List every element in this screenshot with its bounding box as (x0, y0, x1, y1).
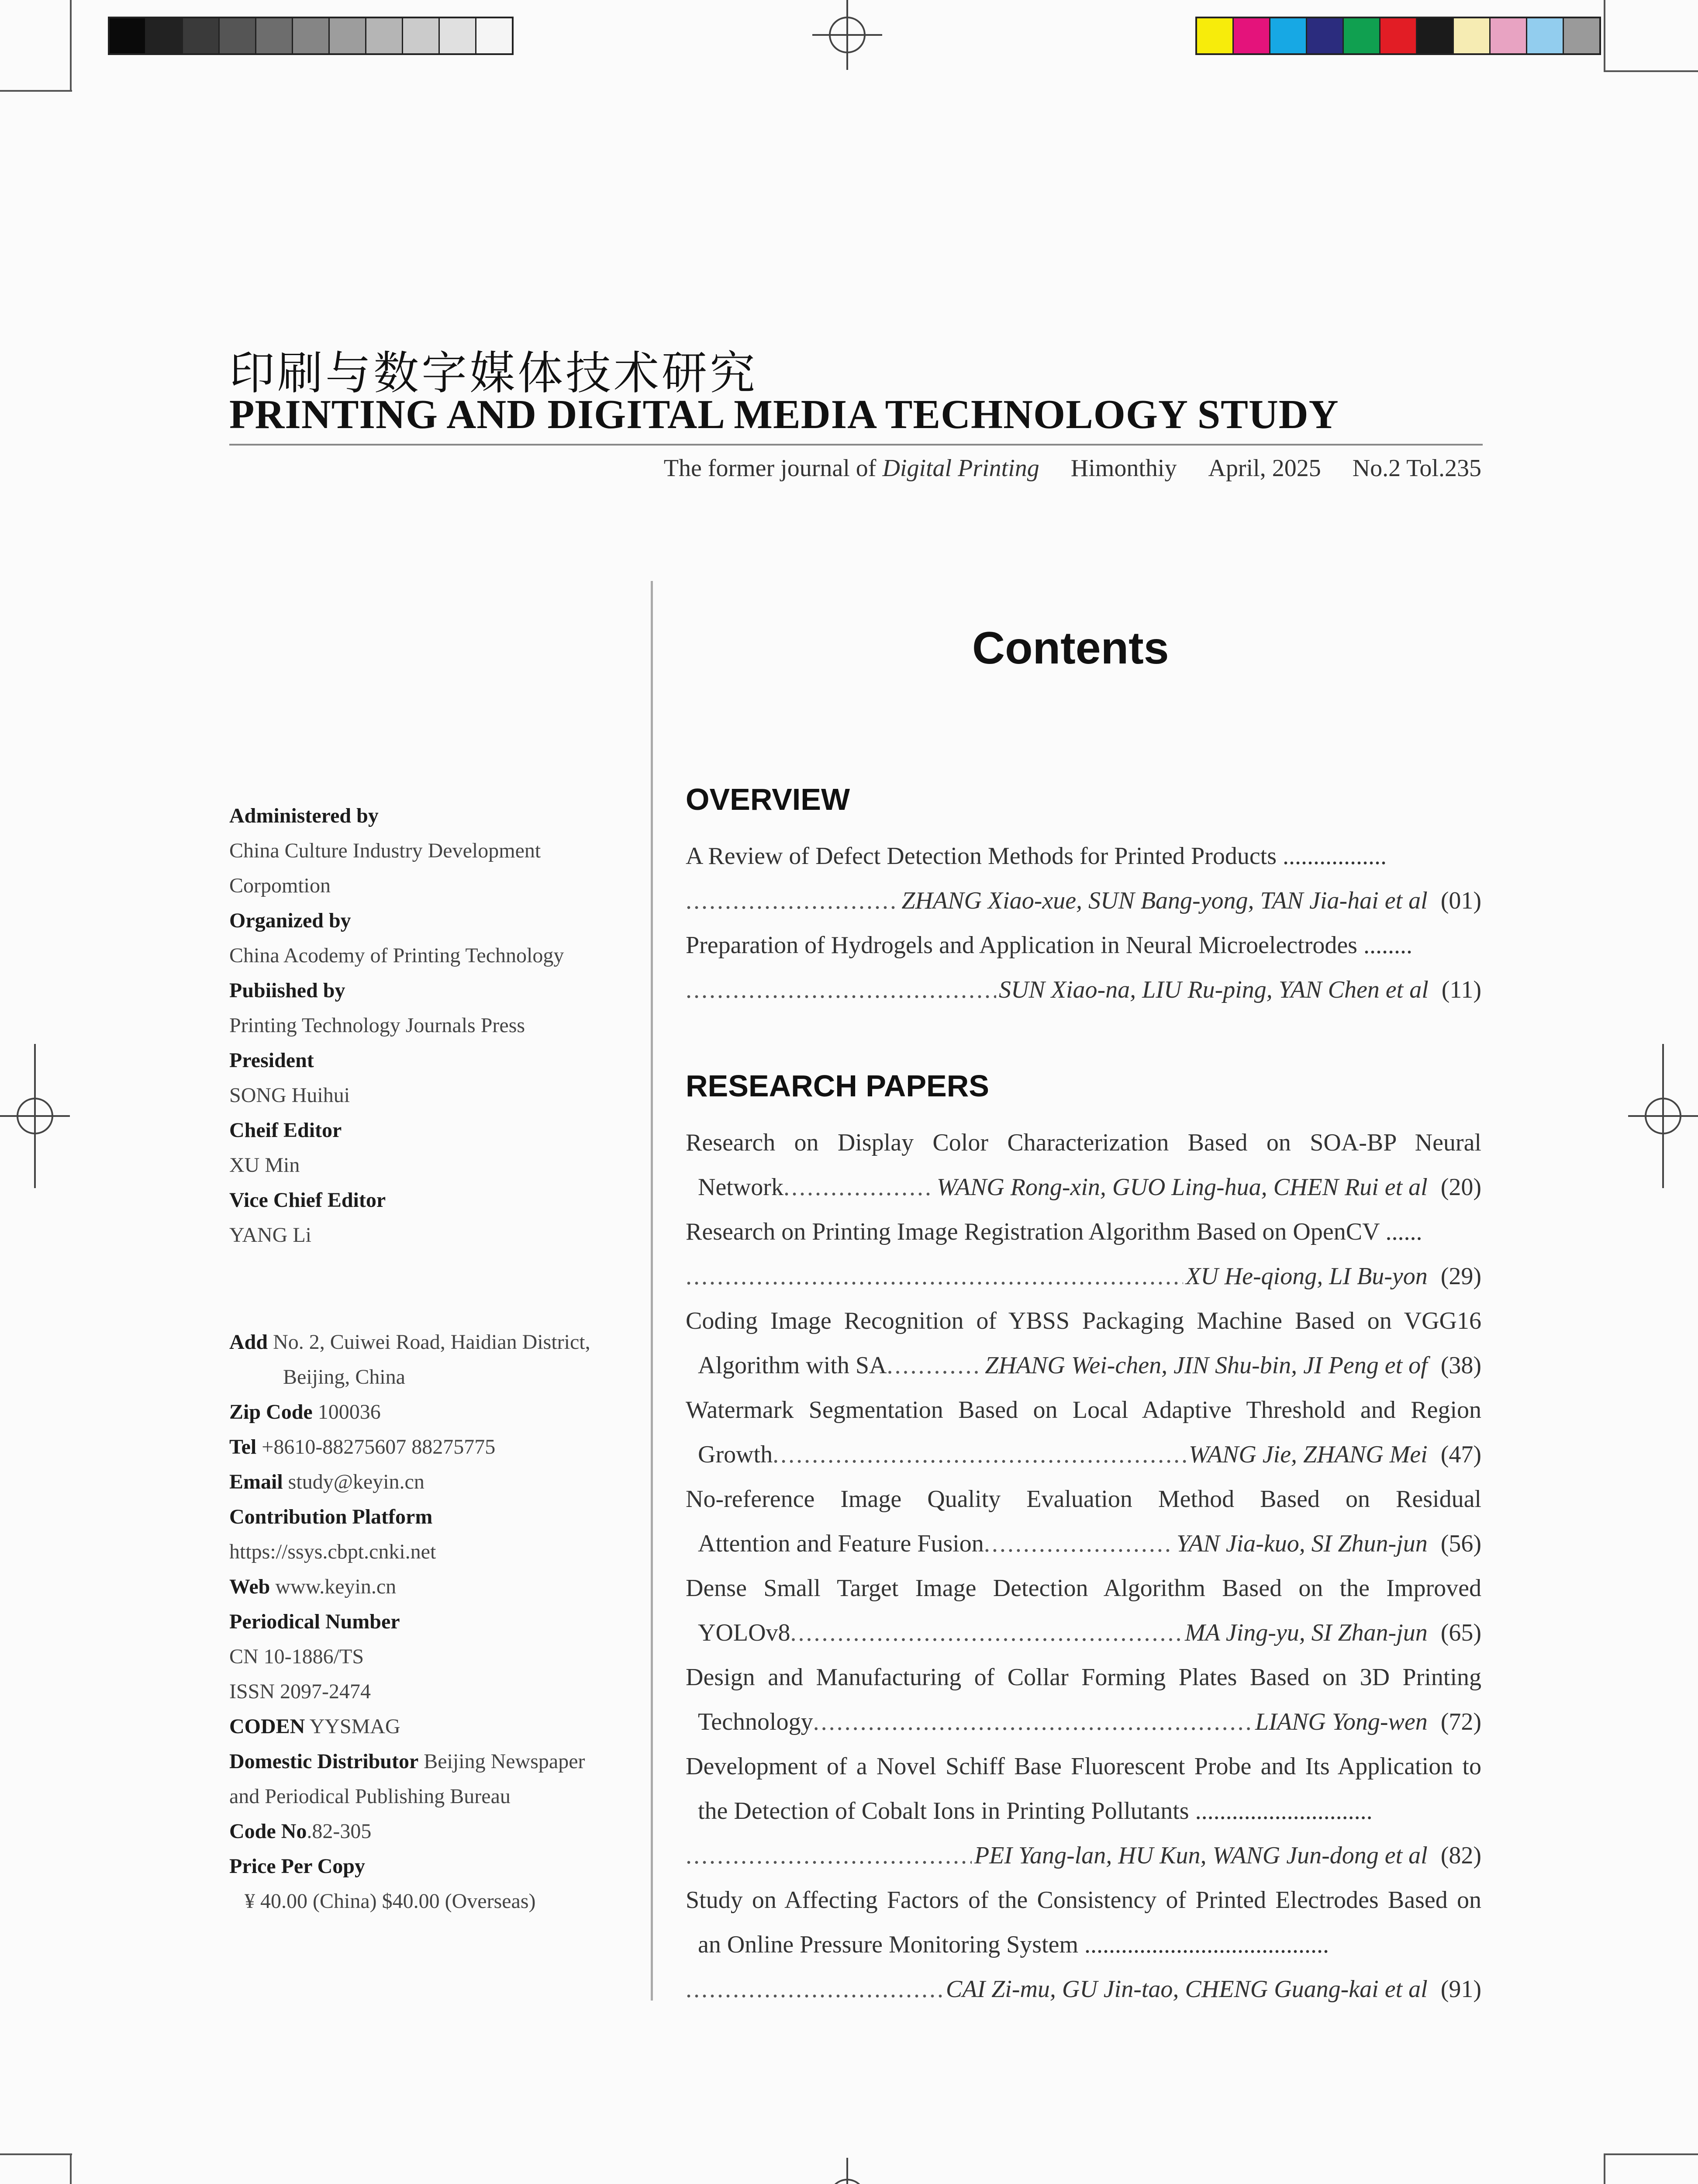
president-value: SONG Huihui (229, 1084, 350, 1107)
organized-label: Organized by (229, 909, 351, 932)
toc-entry-page: (47) (1440, 1441, 1481, 1468)
website (229, 1575, 396, 1599)
issue-info-line (664, 454, 1481, 482)
domestic-distributor (229, 1749, 585, 1773)
telephone (229, 1435, 495, 1459)
toc-entry-title-continuation: Technology (698, 1708, 813, 1735)
contribution-platform-value: https://ssys.cbpt.cnki.net (229, 1540, 436, 1563)
toc-entry-authors: ZHANG Wei-chen, JIN Shu-bin, JI Peng et of (985, 1352, 1428, 1379)
gray-swatch (293, 18, 330, 53)
color-swatch (1344, 18, 1380, 53)
gray-swatch (330, 18, 366, 53)
toc-entry-author-line (698, 1619, 1481, 1647)
color-swatch (1307, 18, 1344, 53)
toc-entry-author-line (686, 1262, 1481, 1290)
toc-entry-author-line (698, 1441, 1481, 1469)
toc-entry-page: (65) (1440, 1619, 1481, 1646)
coden-label: CODEN (229, 1715, 305, 1738)
domestic-distributor-value-cont: and Periodical Publishing Bureau (229, 1785, 511, 1808)
organized-value: China Acodemy of Printing Technology (229, 944, 564, 967)
toc-entry-author-line (698, 1351, 1481, 1379)
color-swatch (1270, 18, 1307, 53)
toc-entry-authors: WANG Jie, ZHANG Mei (1189, 1441, 1428, 1468)
toc-entry-title-continuation: Growth (698, 1441, 773, 1468)
toc-entry-title-continuation: YOLOv8 (698, 1619, 790, 1646)
contribution-platform-label: Contribution Platform (229, 1505, 433, 1528)
code-number (229, 1819, 371, 1843)
toc-entry-page: (91) (1440, 1976, 1481, 2003)
gray-swatch (183, 18, 220, 53)
journal-chinese-title: 印刷与数字媒体技术研究 (229, 346, 758, 400)
column-divider (651, 581, 653, 2001)
toc-entry-title: Watermark Segmentation Based on Local Adaptive Threshold and Region (686, 1396, 1481, 1424)
telephone-value: +8610-88275607 88275775 (262, 1435, 496, 1458)
section-heading-overview: OVERVIEW (686, 782, 850, 816)
grayscale-calibration-bar (108, 17, 514, 55)
former-journal-prefix: The former journal of (663, 455, 877, 482)
color-swatch (1417, 18, 1454, 53)
toc-entry-title-continuation: Network (698, 1174, 783, 1201)
journal-english-title: PRINTING AND DIGITAL MEDIA TECHNOLOGY STUDY (229, 392, 1339, 437)
color-swatch (1197, 18, 1234, 53)
toc-entry-authors: LIANG Yong-wen (1255, 1708, 1428, 1735)
toc-entry-page: (56) (1440, 1530, 1481, 1557)
zip-code-label: Zip Code (229, 1400, 313, 1424)
telephone-label: Tel (229, 1435, 257, 1458)
toc-entry-title-continuation: Attention and Feature Fusion (698, 1530, 984, 1557)
toc-entry-authors: MA Jing-yu, SI Zhan-jun (1184, 1619, 1428, 1646)
toc-entry-authors: SUN Xiao-na, LIU Ru-ping, YAN Chen et al (998, 976, 1429, 1003)
registration-crosshair-bottom (812, 2158, 882, 2184)
color-swatch (1491, 18, 1527, 53)
vice-chief-editor-value: YANG Li (229, 1223, 311, 1247)
toc-entry-authors: WANG Rong-xin, GUO Ling-hua, CHEN Rui et al (936, 1174, 1428, 1201)
toc-entry-page: (72) (1440, 1708, 1481, 1735)
address-label: Add (229, 1330, 268, 1354)
toc-entry-authors: CAI Zi-mu, GU Jin-tao, CHENG Guang-kai et al (946, 1976, 1428, 2003)
toc-entry-authors: ZHANG Xiao-xue, SUN Bang-yong, TAN Jia-hai et al (901, 887, 1428, 914)
published-label: Pubiished by (229, 979, 345, 1002)
cn-number: CN 10-1886/TS (229, 1645, 364, 1668)
periodical-number-label: Periodical Number (229, 1610, 400, 1633)
chief-editor-value: XU Min (229, 1154, 300, 1177)
vice-chief-editor-label: Vice Chief Editor (229, 1189, 386, 1212)
toc-entry-author-line (686, 976, 1481, 1004)
administered-value: China Culture Industry Development (229, 839, 541, 862)
administered-label: Administered by (229, 804, 379, 827)
toc-entry-author-line (698, 1708, 1481, 1736)
color-swatch (1527, 18, 1564, 53)
published-value: Printing Technology Journals Press (229, 1014, 525, 1037)
email-label: Email (229, 1470, 283, 1493)
toc-entry-page: (01) (1440, 887, 1481, 914)
toc-entry-page: (20) (1440, 1174, 1481, 1201)
toc-entry-title: Coding Image Recognition of YBSS Packaging Machine Based on VGG16 (686, 1307, 1481, 1334)
coden-value: YYSMAG (309, 1715, 400, 1738)
contents-heading: Contents (972, 623, 1169, 674)
gray-swatch (220, 18, 256, 53)
gray-swatch (403, 18, 440, 53)
toc-entry-authors: PEI Yang-lan, HU Kun, WANG Jun-dong et al (974, 1842, 1428, 1869)
publication-frequency: Himonthiy (1070, 455, 1177, 482)
color-swatch (1234, 18, 1270, 53)
section-heading-research-papers: RESEARCH PAPERS (686, 1069, 989, 1103)
toc-entry-title: A Review of Defect Detection Methods for Printed Products ................. (686, 843, 1387, 870)
issue-date: April, 2025 (1208, 455, 1321, 482)
toc-entry-title: Research on Printing Image Registration Algorithm Based on OpenCV ...... (686, 1218, 1422, 1245)
coden (229, 1714, 400, 1738)
header-rule (229, 444, 1483, 446)
price-label: Price Per Copy (229, 1855, 365, 1878)
color-calibration-bar (1195, 17, 1601, 55)
former-journal-name: Digital Printing (882, 455, 1039, 482)
color-swatch (1454, 18, 1491, 53)
domestic-distributor-label: Domestic Distributor (229, 1750, 419, 1773)
toc-entry-author-line (686, 887, 1481, 915)
toc-entry-page: (29) (1440, 1263, 1481, 1290)
toc-entry-author-line (698, 1173, 1481, 1201)
price-value: ¥ 40.00 (China) $40.00 (Overseas) (245, 1890, 536, 1913)
website-label: Web (229, 1575, 270, 1598)
address-value-cont: Beijing, China (283, 1365, 405, 1389)
toc-entry-title: Development of a Novel Schiff Base Fluorescent Probe and Its Application to (686, 1753, 1481, 1780)
code-number-label: Code No (229, 1820, 307, 1843)
toc-entry-title-continuation: the Detection of Cobalt Ions in Printing Pollutants ............................. (698, 1797, 1373, 1825)
president-label: President (229, 1049, 314, 1072)
website-value: www.keyin.cn (275, 1575, 397, 1598)
registration-crosshair-left (0, 1044, 70, 1188)
gray-swatch (110, 18, 146, 53)
gray-swatch (146, 18, 183, 53)
administered-value-cont: Corpomtion (229, 874, 331, 897)
toc-entry-title: Research on Display Color Characterization Based on SOA-BP Neural (686, 1129, 1481, 1156)
color-swatch (1380, 18, 1417, 53)
toc-entry-title-continuation: an Online Pressure Monitoring System ........................................ (698, 1931, 1329, 1958)
issn-number: ISSN 2097-2474 (229, 1680, 371, 1703)
email-value: study@keyin.cn (288, 1470, 424, 1493)
toc-entry-page: (82) (1440, 1842, 1481, 1869)
issue-number: No.2 Tol.235 (1352, 455, 1481, 482)
toc-entry-authors: YAN Jia-kuo, SI Zhun-jun (1176, 1530, 1428, 1557)
registration-crosshair-right (1628, 1044, 1698, 1188)
zip-code-value: 100036 (318, 1400, 381, 1424)
toc-entry-page: (38) (1440, 1352, 1481, 1379)
toc-entry-authors: XU He-qiong, LI Bu-yon (1186, 1263, 1428, 1290)
chief-editor-label: Cheif Editor (229, 1119, 342, 1142)
gray-swatch (366, 18, 403, 53)
domestic-distributor-value: Beijing Newspaper (424, 1750, 585, 1773)
email (229, 1470, 424, 1494)
registration-crosshair-top (812, 0, 882, 72)
toc-entry-title: Design and Manufacturing of Collar Forming Plates Based on 3D Printing (686, 1664, 1481, 1691)
gray-swatch (476, 18, 512, 53)
code-number-value: .82-305 (307, 1820, 372, 1843)
zip-code (229, 1400, 381, 1424)
toc-entry-author-line (686, 1842, 1481, 1870)
toc-entry-title: Preparation of Hydrogels and Application in Neural Microelectrodes ........ (686, 932, 1412, 959)
toc-entry-title: Study on Affecting Factors of the Consistency of Printed Electrodes Based on (686, 1887, 1481, 1914)
toc-entry-author-line (698, 1530, 1481, 1558)
color-swatch (1564, 18, 1599, 53)
address (229, 1330, 590, 1354)
toc-entry-title: No-reference Image Quality Evaluation Method Based on Residual (686, 1486, 1481, 1513)
toc-entry-title-continuation: Algorithm with SA (698, 1352, 887, 1379)
toc-entry-author-line (686, 1975, 1481, 2003)
gray-swatch (440, 18, 476, 53)
toc-entry-page: (11) (1441, 976, 1481, 1003)
gray-swatch (256, 18, 293, 53)
address-value: No. 2, Cuiwei Road, Haidian District, (273, 1330, 590, 1354)
toc-entry-title: Dense Small Target Image Detection Algorithm Based on the Improved (686, 1575, 1481, 1602)
